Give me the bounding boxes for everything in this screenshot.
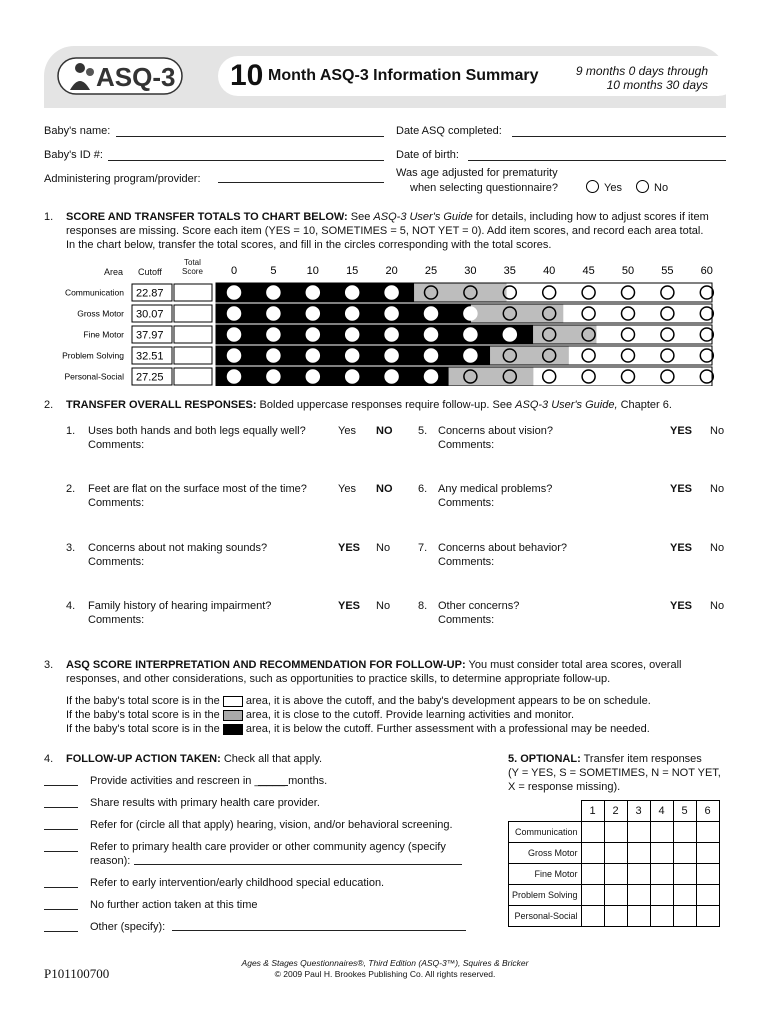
section1-text2: for details, including how to adjust scores if item <box>472 211 709 223</box>
score-circle <box>346 370 359 383</box>
section4-num: 4. <box>44 753 54 765</box>
followup-reason-label: reason): <box>90 855 131 867</box>
page-title: Month ASQ-3 Information Summary <box>268 67 539 84</box>
band-gray <box>449 367 534 386</box>
question-number: 1. <box>66 425 76 437</box>
score-circle <box>385 328 398 341</box>
question-number: 4. <box>66 600 76 612</box>
gray-swatch <box>223 710 243 721</box>
section1-text1: See <box>347 211 374 223</box>
table-row-label: Personal-Social <box>509 906 582 927</box>
score-chart <box>56 262 726 386</box>
section3-text <box>66 658 726 672</box>
answer-no[interactable]: No <box>710 542 725 554</box>
table-cell[interactable] <box>696 843 719 864</box>
tick-label: 15 <box>346 265 359 277</box>
area-label: Communication <box>64 287 124 298</box>
cutoff-value: 37.97 <box>136 329 164 342</box>
band-white <box>563 304 712 323</box>
comments-label: Comments: <box>438 439 495 451</box>
interp-row-3 <box>66 722 650 736</box>
section1-line3: In the chart below, transfer the total scores, and fill in the circles corresponding with the total scores. <box>66 239 552 251</box>
comments-label: Comments: <box>88 497 145 509</box>
table-cell[interactable] <box>696 906 719 927</box>
interp-pre-2: If the baby's total score is in the <box>66 709 220 721</box>
interp-pre-1: If the baby's total score is in the <box>66 695 220 707</box>
table-row <box>509 843 720 864</box>
footer-line-1: Ages & Stages Questionnaires®, Third Edition (ASQ-3™), Squires & Bricker <box>241 958 529 968</box>
age-line-1: 9 months 0 days through <box>575 64 708 78</box>
total-score-box <box>174 284 212 301</box>
table-row-label: Gross Motor <box>509 843 582 864</box>
table-cell[interactable] <box>581 843 604 864</box>
table-cell[interactable] <box>650 864 673 885</box>
table-row <box>509 822 720 843</box>
score-circle <box>425 349 438 362</box>
table-col-header: 3 <box>627 801 650 822</box>
comments-label: Comments: <box>88 439 145 451</box>
section5-line2: (Y = YES, S = SOMETIMES, N = NOT YET, <box>508 767 721 779</box>
score-circle <box>306 328 319 341</box>
followup-checkbox-line[interactable] <box>44 931 78 932</box>
table-cell[interactable] <box>627 864 650 885</box>
answer-yes[interactable]: YES <box>670 425 693 437</box>
score-circle <box>425 328 438 341</box>
premature-yes-radio[interactable] <box>586 180 599 193</box>
score-circle <box>306 349 319 362</box>
table-cell[interactable] <box>604 843 627 864</box>
table-cell[interactable] <box>604 906 627 927</box>
question-number: 8. <box>418 600 428 612</box>
question-number: 3. <box>66 542 76 554</box>
section2-num: 2. <box>44 399 54 411</box>
table-cell[interactable] <box>696 885 719 906</box>
answer-yes[interactable]: YES <box>338 542 361 554</box>
answer-no[interactable]: No <box>376 542 391 554</box>
premature-yes-label: Yes <box>604 182 622 194</box>
question-number: 6. <box>418 483 428 495</box>
table-row <box>509 906 720 927</box>
interp-r1: area, it is above the cutoff, and the baby's development appears to be on schedule. <box>245 695 651 707</box>
followup-item: Refer for (circle all that apply) hearing, vision, and/or behavioral screening. <box>90 819 453 831</box>
section4-t: Check all that apply. <box>220 753 323 765</box>
total-score-box <box>174 347 212 364</box>
question-text: Family history of hearing impairment? <box>88 600 272 612</box>
section1-guide: ASQ-3 User's Guide <box>373 211 473 223</box>
table-cell[interactable] <box>696 822 719 843</box>
section3-t: You must consider total area scores, overall <box>465 659 682 671</box>
table-cell[interactable] <box>627 906 650 927</box>
answer-no[interactable]: NO <box>376 483 393 495</box>
answer-yes[interactable]: YES <box>670 600 693 612</box>
babys-name-field[interactable] <box>116 136 384 137</box>
col-total-2: Score <box>182 267 203 276</box>
table-cell[interactable] <box>604 822 627 843</box>
table-cell[interactable] <box>604 885 627 906</box>
comments-label: Comments: <box>438 556 495 568</box>
score-circle <box>346 307 359 320</box>
premature-no-radio[interactable] <box>636 180 649 193</box>
table-row <box>509 864 720 885</box>
band-white <box>507 283 712 302</box>
score-circle <box>267 349 280 362</box>
answer-no[interactable]: No <box>710 600 725 612</box>
answer-no[interactable]: NO <box>376 425 393 437</box>
interp-r2: area, it is close to the cutoff. Provide learning activities and monitor. <box>245 709 575 721</box>
table-row-label: Problem Solving <box>509 885 582 906</box>
program-label: Administering program/provider: <box>44 173 201 185</box>
score-circle <box>346 328 359 341</box>
band-black <box>216 367 449 386</box>
table-cell[interactable] <box>581 822 604 843</box>
optional-table <box>508 800 720 927</box>
section2-t: Bolded uppercase responses require follow-up. See <box>256 399 516 411</box>
question-number: 2. <box>66 483 76 495</box>
followup-item: Provide activities and rescreen in _____ months. <box>90 775 328 787</box>
table-cell[interactable] <box>673 885 696 906</box>
form-code: P101100700 <box>44 966 110 981</box>
table-cell[interactable] <box>581 906 604 927</box>
followup-checkbox-line[interactable] <box>44 807 78 808</box>
table-cell[interactable] <box>627 822 650 843</box>
score-circle <box>464 349 477 362</box>
age-line-2: 10 months 30 days <box>606 78 708 92</box>
band-gray <box>414 283 506 302</box>
question-text: Feet are flat on the surface most of the time? <box>88 483 307 495</box>
section1-num: 1. <box>44 211 54 223</box>
comments-label: Comments: <box>88 614 145 626</box>
interp-r3: area, it is below the cutoff. Further assessment with a professional may be needed. <box>245 723 650 735</box>
comments-label: Comments: <box>438 614 495 626</box>
score-circle <box>228 370 241 383</box>
score-circle <box>267 307 280 320</box>
month-number: 10 <box>230 59 264 92</box>
dob-field[interactable] <box>468 160 726 161</box>
interp-row-1 <box>66 694 651 708</box>
table-cell[interactable] <box>650 843 673 864</box>
score-circle <box>306 286 319 299</box>
score-circle <box>464 328 477 341</box>
black-swatch <box>223 724 243 735</box>
date-completed-field[interactable] <box>512 136 726 137</box>
section1-head: SCORE AND TRANSFER TOTALS TO CHART BELOW: <box>66 211 348 223</box>
tick-label: 20 <box>385 265 398 277</box>
area-label: Fine Motor <box>83 329 124 340</box>
section5-line3: X = response missing). <box>508 781 621 793</box>
table-cell[interactable] <box>650 906 673 927</box>
tick-label: 50 <box>621 265 635 277</box>
score-circle <box>385 307 398 320</box>
section5-head: OPTIONAL: <box>520 753 581 765</box>
asq3-logo <box>56 52 186 100</box>
section2-head: TRANSFER OVERALL RESPONSES: <box>66 399 257 411</box>
score-circle <box>267 370 280 383</box>
score-circle <box>306 307 319 320</box>
table-cell[interactable] <box>673 906 696 927</box>
table-col-header: 4 <box>650 801 673 822</box>
answer-yes[interactable]: YES <box>670 542 693 554</box>
table-col-header: 2 <box>604 801 627 822</box>
followup-checkbox-line[interactable] <box>44 887 78 888</box>
section4-text <box>66 752 322 766</box>
section2-t2: Chapter 6. <box>617 399 672 411</box>
section2-guide: ASQ-3 User's Guide, <box>515 399 618 411</box>
band-gray <box>490 346 569 365</box>
followup-item: Share results with primary health care provider. <box>90 797 320 809</box>
score-circle <box>464 307 477 320</box>
followup-checkbox-line[interactable] <box>44 909 78 910</box>
band-white <box>533 367 712 386</box>
band-black <box>216 325 533 344</box>
section3-line2: responses, and other considerations, such as opportunities to practice skills, to determine appropriate follow-up. <box>66 673 611 685</box>
score-circle <box>503 328 516 341</box>
score-circle <box>306 370 319 383</box>
section5-text <box>508 752 728 794</box>
tick-label: 40 <box>543 265 556 277</box>
premature-question-2: when selecting questionnaire? <box>410 182 558 194</box>
question-text: Concerns about not making sounds? <box>88 542 268 554</box>
table-row <box>509 885 720 906</box>
rescreen-months-field[interactable] <box>258 785 288 786</box>
answer-no[interactable]: No <box>710 483 725 495</box>
score-circle <box>228 307 241 320</box>
score-circle <box>267 286 280 299</box>
question-number: 5. <box>418 425 428 437</box>
section1-text <box>66 210 726 224</box>
area-label: Problem Solving <box>62 350 124 361</box>
tick-label: 5 <box>270 265 277 277</box>
answer-yes[interactable]: YES <box>670 483 693 495</box>
footer-line-2: © 2009 Paul H. Brookes Publishing Co. All rights reserved. <box>274 969 496 979</box>
tick-label: 30 <box>464 265 477 277</box>
followup-checkbox-line[interactable] <box>44 851 78 852</box>
comments-label: Comments: <box>88 556 145 568</box>
table-col-header: 5 <box>673 801 696 822</box>
followup-item: Refer to early intervention/early childhood special education. <box>90 877 385 889</box>
answer-yes[interactable]: Yes <box>338 483 356 495</box>
tick-label: 35 <box>503 265 516 277</box>
date-completed-label: Date ASQ completed: <box>396 125 502 137</box>
tick-label: 60 <box>700 265 713 277</box>
cutoff-value: 30.07 <box>136 308 164 321</box>
interp-pre-3: If the baby's total score is in the <box>66 723 220 735</box>
table-col-header: 1 <box>581 801 604 822</box>
section1-line2: responses are missing. Score each item (YES = 10, SOMETIMES = 5, NOT YET = 0). Add item scores, and record each area total. <box>66 225 704 237</box>
table-cell[interactable] <box>627 843 650 864</box>
score-circle <box>385 286 398 299</box>
score-circle <box>346 349 359 362</box>
section4-head: FOLLOW-UP ACTION TAKEN: <box>66 753 221 765</box>
cutoff-value: 32.51 <box>136 350 164 363</box>
white-swatch <box>223 696 243 707</box>
table-cell[interactable] <box>627 885 650 906</box>
interp-row-2 <box>66 708 574 722</box>
area-label: Gross Motor <box>77 308 124 319</box>
cutoff-value: 22.87 <box>136 287 164 300</box>
table-col-header: 6 <box>696 801 719 822</box>
question-text: Any medical problems? <box>438 483 553 495</box>
followup-item: Other (specify): <box>90 921 166 933</box>
score-circle <box>228 328 241 341</box>
score-circle <box>425 307 438 320</box>
table-cell[interactable] <box>696 864 719 885</box>
followup-item: No further action taken at this time <box>90 899 258 911</box>
band-white <box>596 325 712 344</box>
table-cell[interactable] <box>650 822 673 843</box>
followup-reason-field[interactable] <box>134 864 462 865</box>
tick-label: 45 <box>582 265 595 277</box>
dob-label: Date of birth: <box>396 149 459 161</box>
score-circle <box>385 349 398 362</box>
question-text: Uses both hands and both legs equally well? <box>88 425 306 437</box>
question-text: Concerns about vision? <box>438 425 553 437</box>
total-score-box <box>174 368 212 385</box>
table-cell[interactable] <box>650 885 673 906</box>
tick-label: 55 <box>661 265 674 277</box>
score-circle <box>425 370 438 383</box>
score-circle <box>267 328 280 341</box>
table-cell[interactable] <box>604 864 627 885</box>
total-score-box <box>174 305 212 322</box>
followup-item: Refer to primary health care provider or other community agency (specify <box>90 841 446 853</box>
answer-yes[interactable]: YES <box>338 600 361 612</box>
col-total-1: Total <box>184 258 201 267</box>
table-row-label: Fine Motor <box>509 864 582 885</box>
babys-id-label: Baby's ID #: <box>44 149 103 161</box>
score-circle <box>228 349 241 362</box>
answer-no[interactable]: No <box>376 600 391 612</box>
section3-num: 3. <box>44 659 54 671</box>
col-cutoff: Cutoff <box>138 267 162 277</box>
followup-checkbox-line[interactable] <box>44 785 78 786</box>
table-cell[interactable] <box>673 843 696 864</box>
question-text: Other concerns? <box>438 600 520 612</box>
answer-no[interactable]: No <box>710 425 725 437</box>
section5-t: Transfer item responses <box>580 753 702 765</box>
score-circle <box>385 370 398 383</box>
question-number: 7. <box>418 542 428 554</box>
table-row-label: Communication <box>509 822 582 843</box>
section5-num: 5. <box>508 753 518 765</box>
section2-text <box>66 398 726 412</box>
followup-checkbox-line[interactable] <box>44 829 78 830</box>
score-circle <box>346 286 359 299</box>
area-label: Personal-Social <box>64 371 124 382</box>
answer-yes[interactable]: Yes <box>338 425 356 437</box>
table-cell[interactable] <box>581 885 604 906</box>
premature-question-1: Was age adjusted for prematurity <box>396 167 558 179</box>
cutoff-value: 27.25 <box>136 371 164 384</box>
section3-head: ASQ SCORE INTERPRETATION AND RECOMMENDATION FOR FOLLOW-UP: <box>66 659 466 671</box>
score-circle <box>228 286 241 299</box>
col-area: Area <box>104 267 124 277</box>
table-corner <box>509 801 582 822</box>
table-cell[interactable] <box>581 864 604 885</box>
comments-label: Comments: <box>438 497 495 509</box>
program-field[interactable] <box>218 182 384 183</box>
tick-label: 0 <box>230 265 238 277</box>
premature-no-label: No <box>654 182 669 194</box>
babys-name-label: Baby's name: <box>44 125 111 137</box>
table-cell[interactable] <box>673 864 696 885</box>
table-cell[interactable] <box>673 822 696 843</box>
total-score-box <box>174 326 212 343</box>
babys-id-field[interactable] <box>108 160 384 161</box>
followup-other-field[interactable] <box>172 930 466 931</box>
logo-text: ASQ-3 <box>96 62 176 92</box>
age-range <box>560 64 708 92</box>
question-text: Concerns about behavior? <box>438 542 568 554</box>
tick-label: 25 <box>424 265 438 277</box>
tick-label: 10 <box>306 265 319 277</box>
